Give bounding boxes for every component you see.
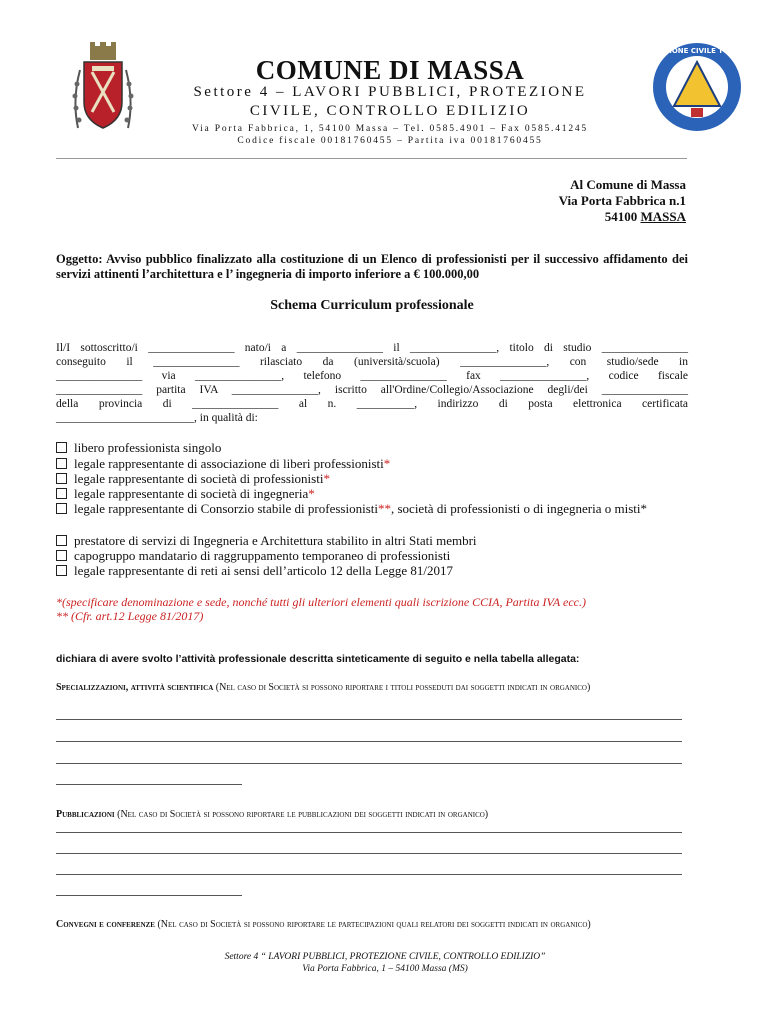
checkbox[interactable] [56, 535, 67, 546]
section-title: Specializzazioni, attività scientifica [56, 682, 214, 693]
footer-line-2: Via Porta Fabbrica, 1 – 54100 Massa (MS) [302, 964, 468, 974]
option-item[interactable] [56, 486, 690, 501]
header-divider [56, 158, 687, 159]
asterisk-mark: * [383, 456, 391, 471]
section-convegni [56, 918, 688, 932]
form-line[interactable]: Il/I sottoscritto/i _______________ nato/i a _______________ il _______________, titolo di studio _______________ [56, 342, 688, 354]
section-pubblicazioni [56, 808, 688, 822]
asterisk-mark: * [308, 486, 315, 501]
recipient-line-3 [605, 209, 686, 225]
schema-title: Schema Curriculum professionale [270, 298, 474, 313]
asterisk-mark: * [323, 471, 330, 486]
option-item[interactable] [56, 563, 690, 578]
asterisk-mark: ** [377, 501, 391, 516]
option-label: legale rappresentante di Consorzio stabile di professionisti [74, 501, 378, 516]
section-title: Convegni e conferenze [56, 919, 155, 930]
option-label: libero professionista singolo [74, 440, 222, 455]
blank-line[interactable] [56, 763, 682, 764]
blank-line[interactable] [56, 874, 682, 875]
checkbox[interactable] [56, 565, 67, 576]
form-line[interactable]: conseguito il _______________ rilasciato da (università/scuola) _______________, con studio/sede in [56, 356, 688, 368]
blank-line[interactable] [56, 832, 682, 833]
form-line[interactable]: ________________________, in qualità di: [56, 412, 258, 424]
option-label: prestatore di servizi di Ingegneria e Architettura stabilito in altri Stati membri [74, 533, 477, 548]
option-label: capogruppo mandatario di raggruppamento temporaneo di professionisti [74, 548, 451, 563]
footnote-1: *(specificare denominazione e sede, nonché tutti gli ulteriori elementi quali iscrizione CCIA, Partita IVA ecc.) [56, 595, 586, 609]
sector-line-1: Settore 4 – LAVORI PUBBLICI, PROTEZIONE [193, 84, 587, 100]
fiscal-line: Codice fiscale 00181760455 – Partita iva 00181760455 [237, 136, 543, 146]
comune-crest-icon [70, 40, 136, 140]
section-specializzazioni [56, 681, 688, 695]
address-line: Via Porta Fabbrica, 1, 54100 Massa – Tel. 0585.4901 – Fax 0585.41245 [192, 124, 588, 134]
blank-line[interactable] [56, 784, 242, 785]
form-line[interactable]: _______________ via _______________, telefono _______________ fax _______________, codice fiscale [56, 370, 688, 382]
option-item[interactable] [56, 456, 690, 471]
checkbox[interactable] [56, 503, 67, 514]
option-label: legale rappresentante di associazione di liberi professionisti [74, 456, 384, 471]
blank-line[interactable] [56, 853, 682, 854]
recipient-cap: 54100 [604, 209, 641, 224]
footnote-2: ** (Cfr. art.12 Legge 81/2017) [56, 609, 204, 623]
protezione-civile-logo-icon [638, 42, 756, 132]
section-title: Pubblicazioni [56, 809, 115, 820]
form-line[interactable]: _______________ partita IVA _______________, iscritto all'Ordine/Collegio/Associazione degli/dei _______________ [56, 384, 688, 396]
option-item[interactable] [56, 440, 690, 455]
option-item[interactable] [56, 501, 707, 516]
section-note: (Nel caso di Società si possono riportare le partecipazioni quali relatori dei soggetti indicati in organico) [154, 919, 591, 930]
blank-line[interactable] [56, 741, 682, 742]
declaration-text: dichiara di avere svolto l’attività professionale descritta sinteticamente di seguito e nella tabella allegata: [56, 653, 580, 665]
recipient-line-1: Al Comune di Massa [570, 177, 686, 192]
recipient-city: MASSA [640, 209, 686, 224]
section-note: (Nel caso di Società si possono riportare i titoli posseduti dai soggetti indicati in organico) [213, 682, 591, 693]
option-item[interactable] [56, 533, 690, 548]
checkbox[interactable] [56, 442, 67, 453]
footer-line-1: Settore 4 “ LAVORI PUBBLICI, PROTEZIONE CIVILE, CONTROLLO EDILIZIO” [224, 952, 546, 962]
option-item[interactable] [56, 471, 690, 486]
checkbox[interactable] [56, 550, 67, 561]
blank-line[interactable] [56, 719, 682, 720]
option-label: legale rappresentante di società di ingegneria [74, 486, 309, 501]
recipient-line-2: Via Porta Fabbrica n.1 [558, 193, 686, 208]
subject-text: Oggetto: Avviso pubblico finalizzato alla costituzione di un Elenco di professionisti per il successivo affidamento dei servizi attinenti l’architettura e l’ ingegneria di importo inferiore a € 100.000,00 [56, 252, 688, 281]
form-line[interactable]: della provincia di _______________ al n. __________, indirizzo di posta elettronica certificata [56, 398, 688, 410]
checkbox[interactable] [56, 458, 67, 469]
sector-line-2: CIVILE, CONTROLLO EDILIZIO [249, 103, 531, 119]
logo-text: PROTEZIONE CIVILE TOSCANA [638, 47, 756, 55]
option-label: legale rappresentante di società di professionisti [74, 471, 324, 486]
page-title: COMUNE DI MASSA [255, 55, 525, 85]
option-label: legale rappresentante di reti ai sensi dell’articolo 12 della Legge 81/2017 [74, 563, 454, 578]
blank-line[interactable] [56, 895, 242, 896]
option-item[interactable] [56, 548, 690, 563]
checkbox[interactable] [56, 488, 67, 499]
checkbox[interactable] [56, 473, 67, 484]
option-label-tail: , società di professionisti o di ingegneria o misti* [390, 501, 647, 516]
section-note: (Nel caso di Società si possono riportare le pubblicazioni dei soggetti indicati in organico) [114, 809, 489, 820]
